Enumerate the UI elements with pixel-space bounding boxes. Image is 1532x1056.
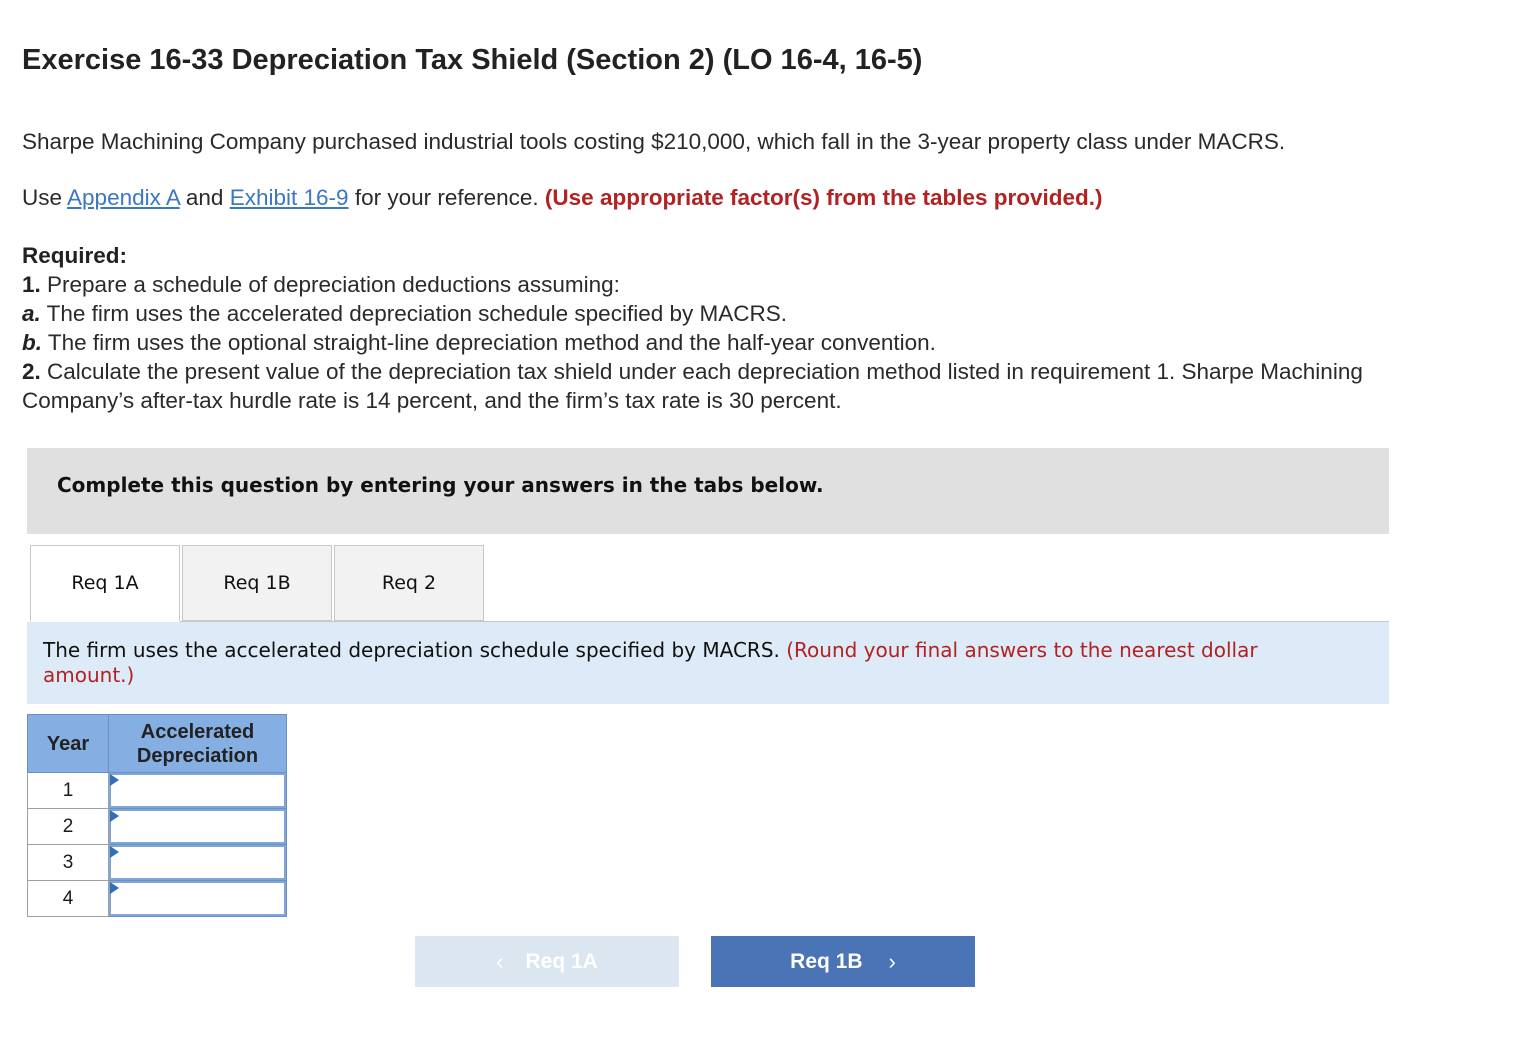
year-cell: 4: [28, 881, 109, 917]
required-item-2: [22, 357, 1422, 415]
depreciation-cell: [109, 773, 287, 809]
required-item-b-text: The firm uses the optional straight-line depreciation method and the half-year convention.: [47, 330, 936, 355]
table-row: [28, 845, 287, 881]
reference-note: (Use appropriate factor(s) from the tables provided.): [544, 185, 1103, 210]
next-req-button[interactable]: [711, 936, 975, 987]
table-row: [28, 773, 287, 809]
required-item-a: [22, 299, 1422, 328]
reference-line: [22, 185, 1103, 211]
prev-req-button[interactable]: [415, 936, 679, 987]
depreciation-cell: [109, 881, 287, 917]
year-cell: 1: [28, 773, 109, 809]
table-row: [28, 809, 287, 845]
tab-instruction-panel: [27, 622, 1389, 704]
required-item-1-text: Prepare a schedule of depreciation deductions assuming:: [47, 272, 620, 297]
required-section: [22, 241, 1422, 415]
cell-marker-icon: [110, 846, 119, 858]
year-column-header: Year: [28, 715, 109, 773]
depreciation-cell: [109, 845, 287, 881]
tab-req-2[interactable]: Req 2: [334, 545, 484, 621]
year-cell: 3: [28, 845, 109, 881]
table-row: [28, 881, 287, 917]
reference-prefix: Use: [22, 185, 63, 210]
depreciation-input-year-3[interactable]: [109, 845, 286, 880]
required-item-b: [22, 328, 1422, 357]
cell-marker-icon: [110, 810, 119, 822]
accelerated-depreciation-column-header: [109, 715, 287, 773]
required-item-b-label: b.: [22, 330, 42, 355]
depreciation-cell: [109, 809, 287, 845]
page-title: Exercise 16-33 Depreciation Tax Shield (Section 2) (LO 16-4, 16-5): [22, 44, 923, 76]
reference-suffix: for your reference.: [354, 185, 539, 210]
depreciation-input-year-4[interactable]: [109, 881, 286, 916]
tab-instruction-main: The firm uses the accelerated depreciation schedule specified by MACRS.: [43, 638, 780, 662]
required-item-a-label: a.: [22, 301, 41, 326]
chevron-right-icon: ›: [888, 948, 896, 974]
problem-intro: Sharpe Machining Company purchased industrial tools costing $210,000, which fall in the 3-year property class under MACRS.: [22, 129, 1286, 154]
cell-marker-icon: [110, 882, 119, 894]
required-item-a-text: The firm uses the accelerated depreciation schedule specified by MACRS.: [46, 301, 787, 326]
dep-header-line-2: Depreciation: [136, 744, 259, 767]
next-req-label: Req 1B: [790, 949, 863, 973]
dep-header-line-1: Accelerated: [140, 720, 255, 743]
instruction-banner: [27, 448, 1389, 534]
depreciation-input-year-2[interactable]: [109, 809, 286, 844]
tab-instruction-text: [43, 638, 1343, 688]
reference-and: and: [185, 185, 224, 210]
appendix-a-link[interactable]: Appendix A: [67, 185, 180, 210]
cell-marker-icon: [110, 774, 119, 786]
required-heading: Required:: [22, 243, 128, 268]
required-item-1: [22, 270, 1422, 299]
chevron-left-icon: ‹: [496, 948, 504, 974]
year-cell: 2: [28, 809, 109, 845]
rounding-note: (Round your final answers to the nearest dollar amount.): [43, 638, 1258, 687]
instruction-text: Complete this question by entering your answers in the tabs below.: [57, 473, 824, 497]
depreciation-input-year-1[interactable]: [109, 773, 286, 808]
tab-bar: [30, 545, 1389, 622]
prev-req-label: Req 1A: [525, 949, 598, 973]
depreciation-table: [27, 714, 287, 917]
required-item-2-text: Calculate the present value of the depreciation tax shield under each depreciation method listed in requirement 1. Sharpe Machining Company’s after-tax hurdle rate is 14 percent, and the firm’s tax rate is 30 percent.: [22, 359, 1363, 413]
required-item-1-number: 1.: [22, 272, 41, 297]
exhibit-16-9-link[interactable]: Exhibit 16-9: [229, 185, 349, 210]
tab-req-1a[interactable]: Req 1A: [30, 545, 180, 622]
tab-req-1b[interactable]: Req 1B: [182, 545, 332, 621]
required-item-2-number: 2.: [22, 359, 41, 384]
